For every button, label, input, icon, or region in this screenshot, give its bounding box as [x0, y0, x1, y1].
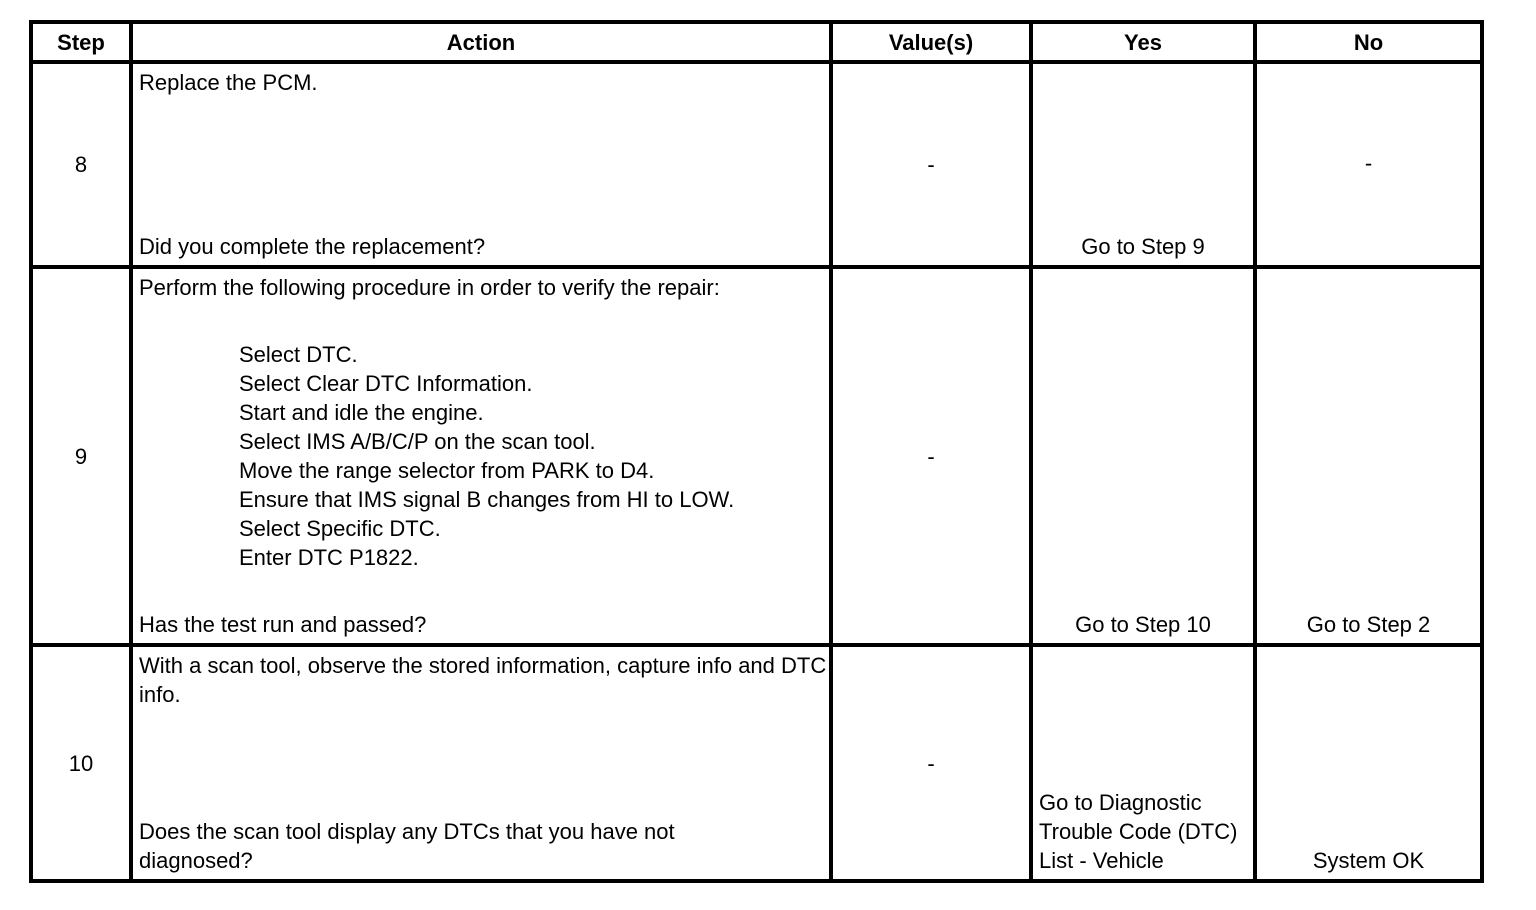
- no-link[interactable]: Go to Step 2: [1306, 612, 1431, 637]
- procedure-item: Select IMS A/B/C/P on the scan tool.: [239, 429, 596, 454]
- header-no: No: [1255, 22, 1482, 62]
- yes-link[interactable]: Go to Step 10: [1075, 612, 1211, 637]
- yes-link[interactable]: Go to Diagnostic Trouble Code (DTC) List - Vehicle: [1039, 790, 1238, 873]
- table-row-step-9: [31, 267, 1482, 645]
- action-cell: [131, 645, 831, 881]
- yes-link[interactable]: Go to Step 9: [1081, 234, 1205, 259]
- action-cell: [131, 267, 831, 645]
- no-cell: [1255, 645, 1482, 881]
- value-cell: -: [831, 645, 1031, 881]
- procedure-item: Select Specific DTC.: [239, 516, 441, 541]
- header-action: Action: [131, 22, 831, 62]
- procedure-list: [139, 340, 823, 572]
- diagnostic-table: [29, 20, 1484, 883]
- action-intro: Replace the PCM.: [139, 70, 318, 95]
- procedure-item: Start and idle the engine.: [239, 400, 484, 425]
- procedure-item: Ensure that IMS signal B changes from HI to LOW.: [239, 487, 735, 512]
- header-row: [31, 22, 1482, 62]
- action-intro: Perform the following procedure in order to verify the repair:: [139, 275, 720, 300]
- step-number: 9: [31, 267, 131, 645]
- action-intro: With a scan tool, observe the stored information, capture info and DTC info.: [139, 653, 827, 707]
- procedure-item: Enter DTC P1822.: [239, 545, 419, 570]
- yes-cell: [1031, 267, 1255, 645]
- value-cell: -: [831, 62, 1031, 267]
- table-row-step-8: [31, 62, 1482, 267]
- header-values: Value(s): [831, 22, 1031, 62]
- procedure-item: Select Clear DTC Information.: [239, 371, 533, 396]
- header-step: Step: [31, 22, 131, 62]
- table-row-step-10: [31, 645, 1482, 881]
- action-question: Does the scan tool display any DTCs that you have not diagnosed?: [139, 819, 675, 873]
- step-number: 10: [31, 645, 131, 881]
- value-cell: -: [831, 267, 1031, 645]
- action-cell: [131, 62, 831, 267]
- no-cell: [1255, 267, 1482, 645]
- procedure-item: Select DTC.: [239, 342, 358, 367]
- no-cell: [1255, 62, 1482, 267]
- yes-cell: [1031, 645, 1255, 881]
- action-question: Did you complete the replacement?: [139, 234, 486, 259]
- header-yes: Yes: [1031, 22, 1255, 62]
- no-value: -: [1364, 150, 1373, 175]
- action-question: Has the test run and passed?: [139, 612, 427, 637]
- no-result: System OK: [1312, 848, 1425, 873]
- yes-cell: [1031, 62, 1255, 267]
- step-number: 8: [31, 62, 131, 267]
- procedure-item: Move the range selector from PARK to D4.: [239, 458, 655, 483]
